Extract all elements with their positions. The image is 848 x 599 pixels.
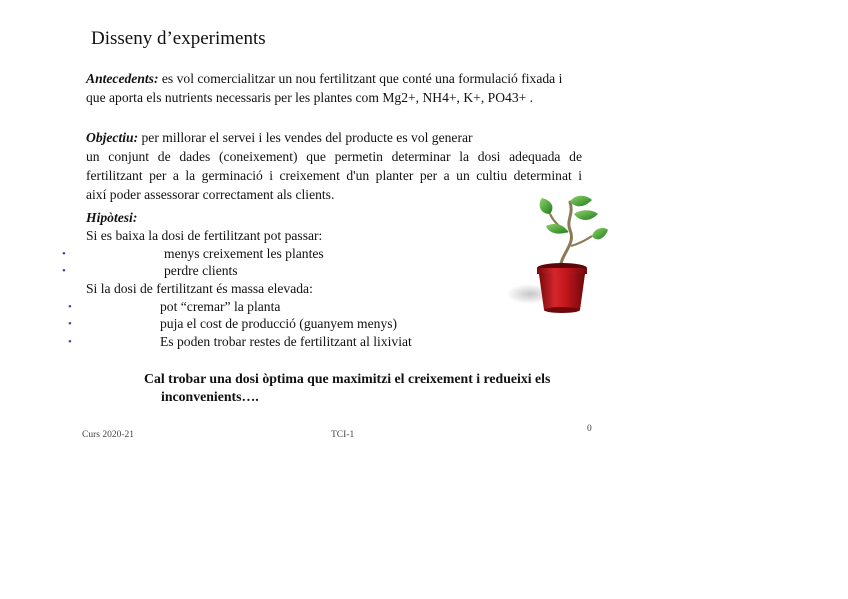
- footer-course: Curs 2020-21: [82, 430, 134, 440]
- bullet-marker: •: [68, 301, 72, 313]
- hipotesi-label: Hipòtesi:: [86, 210, 138, 225]
- potted-plant-icon: [508, 192, 608, 318]
- conclusion-line-1: Cal trobar una dosi òptima que maximitzi el creixement i redueixi els: [144, 371, 551, 386]
- bullet-marker: •: [68, 336, 72, 348]
- high-item-2: puja el cost de producció (guanyem menys): [160, 316, 398, 331]
- bullet-marker: •: [62, 248, 66, 260]
- high-item-3: Es poden trobar restes de fertilitzant al lixiviat: [160, 334, 412, 349]
- objectiu-line-3: fertilitzant per a la germinació i creixement d'un planter per a un cultiu determinat i: [86, 168, 582, 183]
- low-item-1: menys creixement les plantes: [164, 246, 324, 261]
- antecedents-paragraph: [86, 69, 616, 107]
- conclusion-line-2: inconvenients….: [161, 389, 259, 404]
- footer-code: TCI-1: [331, 430, 355, 440]
- antecedents-line-1: es vol comercialitzar un nou fertilitzant que conté una formulació fixada i: [158, 71, 563, 86]
- page-title: Disseny d’experiments: [91, 28, 266, 49]
- footer-page-number: 0: [587, 424, 592, 434]
- objectiu-label: Objectiu:: [86, 130, 139, 145]
- low-item-2: perdre clients: [164, 263, 238, 278]
- high-item-1: pot “cremar” la planta: [160, 299, 281, 314]
- objectiu-line-2: un conjunt de dades (coneixement) que permetin determinar la dosi adequada de: [86, 149, 582, 164]
- objectiu-line-4: així poder assessorar correctament als clients.: [86, 187, 335, 202]
- objectiu-line-1: per millorar el servei i les vendes del producte es vol generar: [138, 130, 473, 145]
- hipotesi-high-intro: Si la dosi de fertilitzant és massa elevada:: [86, 281, 313, 296]
- antecedents-label: Antecedents:: [86, 71, 159, 86]
- antecedents-line-2: que aporta els nutrients necessaris per les plantes com Mg2+, NH4+, K+, PO43+ .: [86, 90, 534, 105]
- hipotesi-low-intro: Si es baixa la dosi de fertilitzant pot passar:: [86, 228, 323, 243]
- bullet-marker: •: [62, 265, 66, 277]
- bullet-marker: •: [68, 318, 72, 330]
